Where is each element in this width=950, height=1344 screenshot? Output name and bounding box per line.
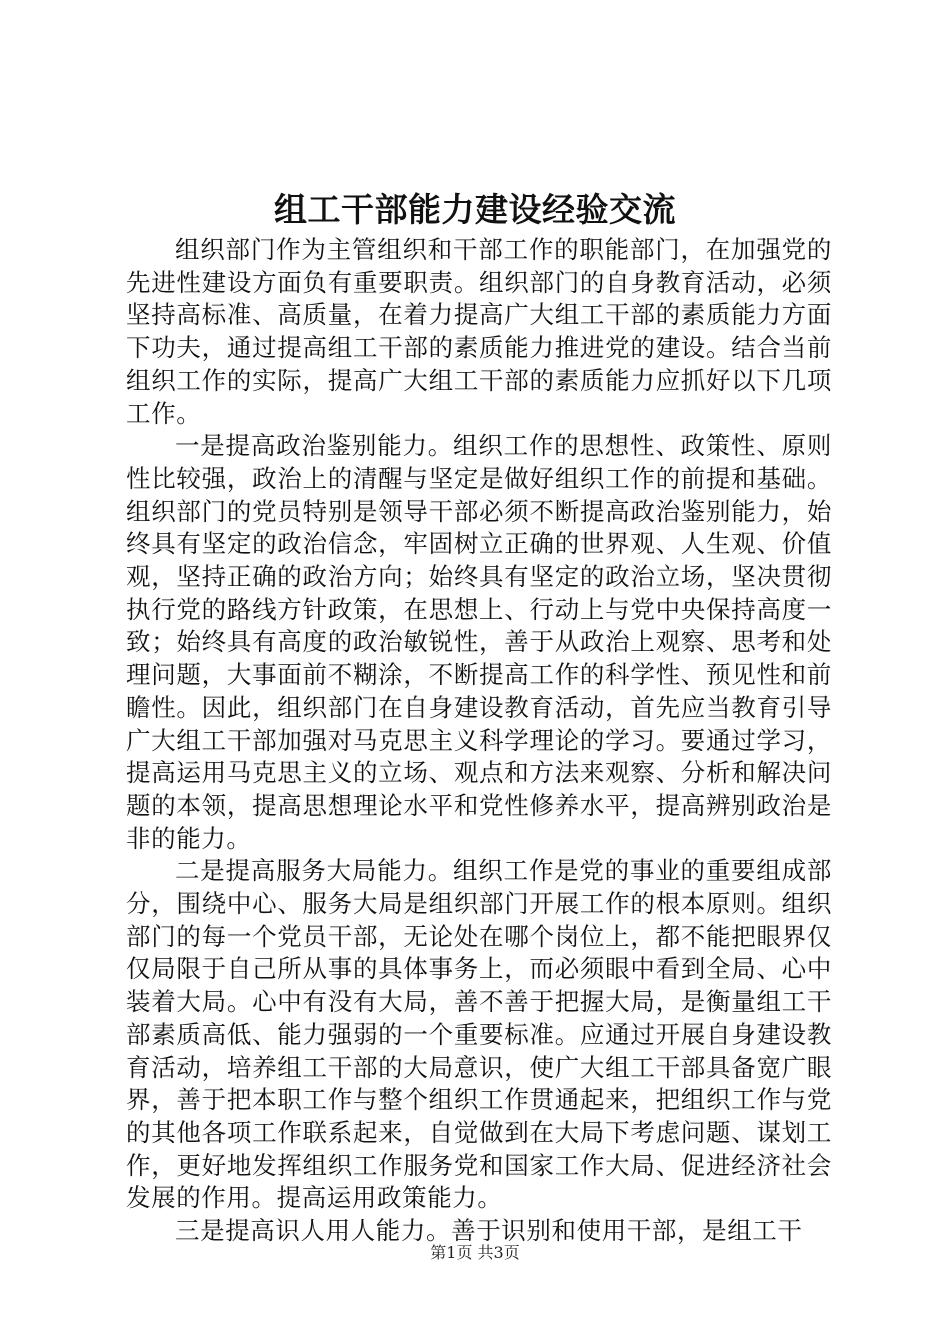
paragraph-political-discernment: 一是提高政治鉴别能力。组织工作的思想性、政策性、原则性比较强，政治上的清醒与坚定是做好组织工作的前提和基础。组织部门的党员特别是领导干部必须不断提高政治鉴别能力，始终具有坚定的政治信念，牢固树立正确的世界观、人生观、价值观，坚持正确的政治方向；始终具有坚定的政治立场，坚决贯彻执行党的路线方针政策，在思想上、行动上与党中央保持高度一致；始终具有高度的政治敏锐性，善于从政治上观察、思考和处理问题，大事面前不糊涂，不断提高工作的科学性、预见性和前瞻性。因此，组织部门在自身建设教育活动，首先应当教育引导广大组工干部加强对马克思主义科学理论的学习。要通过学习，提高运用马克思主义的立场、观点和方法来观察、分析和解决问题的本领，提高思想理论水平和党性修养水平，提高辨别政治是非的能力。	[126, 431, 832, 853]
document-title: 组工干部能力建设经验交流	[274, 190, 676, 229]
page-footer: 第1页 共3页	[430, 1243, 520, 1262]
paragraph-serve-overall-situation: 二是提高服务大局能力。组织工作是党的事业的重要组成部分，围绕中心、服务大局是组织部门开展工作的根本原则。组织部门的每一个党员干部，无论处在哪个岗位上，都不能把眼界仅仅局限于自己所从事的具体事务上，而必须眼中看到全局、心中装着大局。心中有没有大局，善不善于把握大局，是衡量组工干部素质高低、能力强弱的一个重要标准。应通过开展自身建设教育活动，培养组工干部的大局意识，使广大组工干部具备宽广眼界，善于把本职工作与整个组织工作贯通起来，把组织工作与党的其他各项工作联系起来，自觉做到在大局下考虑问题、谋划工作，更好地发挥组织工作服务党和国家工作大局、促进经济社会发展的作用。提高运用政策能力。	[126, 856, 832, 1213]
document-body	[126, 234, 832, 1248]
paragraph-identify-use-people: 三是提高识人用人能力。善于识别和使用干部，是组工干	[175, 1216, 803, 1246]
paragraph-intro: 组织部门作为主管组织和干部工作的职能部门，在加强党的先进性建设方面负有重要职责。组织部门的自身教育活动，必须坚持高标准、高质量，在着力提高广大组工干部的素质能力方面下功夫，通过提高组工干部的素质能力推进党的建设。结合当前组织工作的实际，提高广大组工干部的素质能力应抓好以下几项工作。	[126, 235, 832, 428]
